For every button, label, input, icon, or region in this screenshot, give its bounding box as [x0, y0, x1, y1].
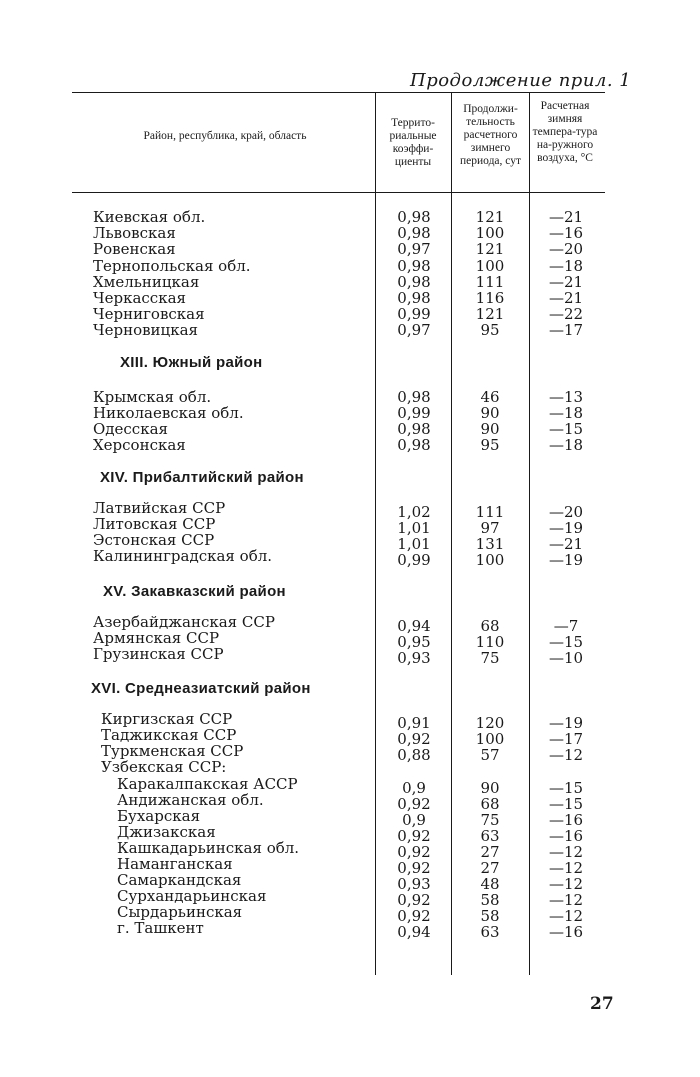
- table-row-temp: —19: [548, 714, 584, 732]
- table-row-coef: 0,93: [397, 875, 431, 893]
- table-row-days: 90: [480, 420, 500, 438]
- table-row-days: 46: [480, 388, 500, 406]
- table-row-coef: 0,91: [397, 714, 431, 732]
- table-row-coef: 0,97: [397, 240, 431, 258]
- table-row-name: Наманганская: [117, 855, 233, 873]
- table-row-temp: —15: [548, 795, 584, 813]
- table-row-coef: 0,98: [397, 420, 431, 438]
- table-row-name: Армянская ССР: [93, 629, 220, 647]
- column-divider-1: [375, 92, 376, 975]
- table-row-temp: —17: [548, 730, 584, 748]
- table-row-temp: —18: [548, 404, 584, 422]
- table-row-name: Одесская: [93, 420, 168, 438]
- table-row-name: Бухарская: [117, 807, 201, 825]
- table-row-days: 90: [480, 404, 500, 422]
- table-row-name: Львовская: [93, 224, 176, 242]
- section-heading: XVI. Среднеазиатский район: [91, 680, 311, 697]
- table-row-temp: —19: [548, 551, 584, 569]
- table-row-days: 120: [475, 714, 505, 732]
- table-row-temp: —18: [548, 257, 584, 275]
- table-row-coef: 0,9: [402, 779, 426, 797]
- table-row-coef: 0,92: [397, 907, 431, 925]
- table-row-temp: —7: [553, 617, 579, 635]
- table-row-coef: 0,92: [397, 843, 431, 861]
- header-region: Район, республика, край, область: [143, 130, 307, 142]
- table-row-days: 121: [475, 240, 505, 258]
- table-row-days: 131: [475, 535, 505, 553]
- table-row-days: 58: [480, 907, 500, 925]
- table-row-name: Херсонская: [93, 436, 186, 454]
- table-row-name: Киргизская ССР: [101, 710, 233, 728]
- table-row-days: 75: [480, 811, 500, 829]
- table-row-name: Черкасская: [93, 289, 186, 307]
- table-row-name: Кашкадарьинская обл.: [117, 839, 300, 857]
- table-row-name: Эстонская ССР: [93, 531, 215, 549]
- section-heading: XV. Закавказский район: [103, 583, 286, 600]
- table-row-days: 111: [475, 503, 505, 521]
- table-row-temp: —21: [548, 273, 584, 291]
- table-row-coef: 0,88: [397, 746, 431, 764]
- table-row-days: 63: [480, 827, 500, 845]
- table-row-temp: —16: [548, 923, 584, 941]
- table-row-name: Джизакская: [117, 823, 216, 841]
- table-row-name: Самаркандская: [117, 871, 242, 889]
- table-row-coef: 1,01: [397, 519, 431, 537]
- table-row-days: 100: [475, 224, 505, 242]
- table-row-temp: —21: [548, 289, 584, 307]
- table-row-days: 100: [475, 551, 505, 569]
- table-row-coef: 0,92: [397, 795, 431, 813]
- table-row-days: 116: [475, 289, 505, 307]
- table-row-name: Крымская обл.: [93, 388, 212, 406]
- table-row-days: 58: [480, 891, 500, 909]
- table-row-temp: —12: [548, 843, 584, 861]
- table-row-days: 121: [475, 208, 505, 226]
- table-row-temp: —20: [548, 503, 584, 521]
- table-row-coef: 0,98: [397, 208, 431, 226]
- header-coefficient: Террито-риальные коэффи-циенты: [389, 117, 437, 168]
- table-row-name: Каракалпакская АССР: [117, 775, 298, 793]
- section-heading: XIII. Южный район: [120, 354, 263, 371]
- table-row-coef: 0,97: [397, 321, 431, 339]
- table-row-name: г. Ташкент: [117, 919, 204, 937]
- table-row-days: 121: [475, 305, 505, 323]
- table-row-coef: 0,92: [397, 891, 431, 909]
- table-row-coef: 0,99: [397, 404, 431, 422]
- table-row-name: Узбекская ССР:: [101, 758, 227, 776]
- table-row-temp: —10: [548, 649, 584, 667]
- table-row-temp: —12: [548, 907, 584, 925]
- table-row-name: Киевская обл.: [93, 208, 206, 226]
- table-row-coef: 0,93: [397, 649, 431, 667]
- table-row-temp: —20: [548, 240, 584, 258]
- table-row-coef: 0,94: [397, 617, 431, 635]
- table-row-name: Черновицкая: [93, 321, 198, 339]
- table-row-coef: 1,02: [397, 503, 431, 521]
- table-row-coef: 0,98: [397, 289, 431, 307]
- section-heading: XIV. Прибалтийский район: [100, 469, 304, 486]
- table-row-temp: —21: [548, 535, 584, 553]
- table-row-temp: —12: [548, 875, 584, 893]
- table-row-temp: —12: [548, 746, 584, 764]
- table-row-temp: —15: [548, 779, 584, 797]
- table-row-coef: 0,98: [397, 273, 431, 291]
- table-row-temp: —13: [548, 388, 584, 406]
- table-row-days: 90: [480, 779, 500, 797]
- table-row-days: 100: [475, 257, 505, 275]
- header-bottom-rule: [72, 192, 605, 193]
- table-row-days: 100: [475, 730, 505, 748]
- table-row-coef: 0,92: [397, 827, 431, 845]
- table-row-days: 110: [475, 633, 505, 651]
- table-top-rule: [72, 92, 605, 93]
- table-row-temp: —12: [548, 891, 584, 909]
- table-row-coef: 0,95: [397, 633, 431, 651]
- table-row-temp: —21: [548, 208, 584, 226]
- table-row-coef: 0,99: [397, 551, 431, 569]
- table-row-name: Сурхандарьинская: [117, 887, 267, 905]
- table-row-coef: 0,98: [397, 388, 431, 406]
- table-row-name: Николаевская обл.: [93, 404, 244, 422]
- table-row-coef: 1,01: [397, 535, 431, 553]
- table-row-temp: —16: [548, 827, 584, 845]
- table-row-coef: 0,98: [397, 224, 431, 242]
- table-row-coef: 0,92: [397, 730, 431, 748]
- table-row-name: Калининградская обл.: [93, 547, 273, 565]
- table-row-days: 95: [480, 321, 500, 339]
- table-row-coef: 0,99: [397, 305, 431, 323]
- table-row-days: 63: [480, 923, 500, 941]
- table-row-days: 75: [480, 649, 500, 667]
- header-temperature: Расчетная зимняя темпера-тура на-ружного воздуха, °С: [532, 100, 598, 164]
- table-row-days: 68: [480, 795, 500, 813]
- table-row-name: Азербайджанская ССР: [93, 613, 275, 631]
- table-row-name: Туркменская ССР: [101, 742, 244, 760]
- table-row-temp: —16: [548, 224, 584, 242]
- page-number: 27: [590, 994, 614, 1014]
- table-row-name: Литовская ССР: [93, 515, 216, 533]
- table-row-days: 27: [480, 843, 500, 861]
- table-row-temp: —16: [548, 811, 584, 829]
- table-row-days: 57: [480, 746, 500, 764]
- table-row-coef: 0,92: [397, 859, 431, 877]
- table-row-name: Андижанская обл.: [117, 791, 264, 809]
- table-row-name: Грузинская ССР: [93, 645, 224, 663]
- table-row-name: Черниговская: [93, 305, 205, 323]
- table-row-name: Сырдарьинская: [117, 903, 243, 921]
- table-row-coef: 0,98: [397, 257, 431, 275]
- table-row-days: 97: [480, 519, 500, 537]
- table-row-coef: 0,94: [397, 923, 431, 941]
- table-row-temp: —17: [548, 321, 584, 339]
- table-row-name: Латвийская ССР: [93, 499, 226, 517]
- table-row-name: Тернопольская обл.: [93, 257, 251, 275]
- table-row-coef: 0,9: [402, 811, 426, 829]
- table-row-name: Таджикская ССР: [101, 726, 237, 744]
- table-row-days: 95: [480, 436, 500, 454]
- column-divider-2: [451, 92, 452, 975]
- table-row-name: Ровенская: [93, 240, 176, 258]
- table-row-days: 27: [480, 859, 500, 877]
- table-row-temp: —19: [548, 519, 584, 537]
- column-divider-3: [529, 92, 530, 975]
- table-row-days: 111: [475, 273, 505, 291]
- table-row-temp: —12: [548, 859, 584, 877]
- table-row-days: 48: [480, 875, 500, 893]
- table-row-temp: —18: [548, 436, 584, 454]
- table-row-days: 68: [480, 617, 500, 635]
- header-duration: Продолжи-тельность расчетного зимнего периода, сут: [459, 103, 521, 167]
- table-row-temp: —15: [548, 420, 584, 438]
- table-row-name: Хмельницкая: [93, 273, 200, 291]
- table-row-temp: —22: [548, 305, 584, 323]
- table-row-temp: —15: [548, 633, 584, 651]
- continuation-caption: Продолжение прил. 1: [410, 70, 632, 91]
- table-row-coef: 0,98: [397, 436, 431, 454]
